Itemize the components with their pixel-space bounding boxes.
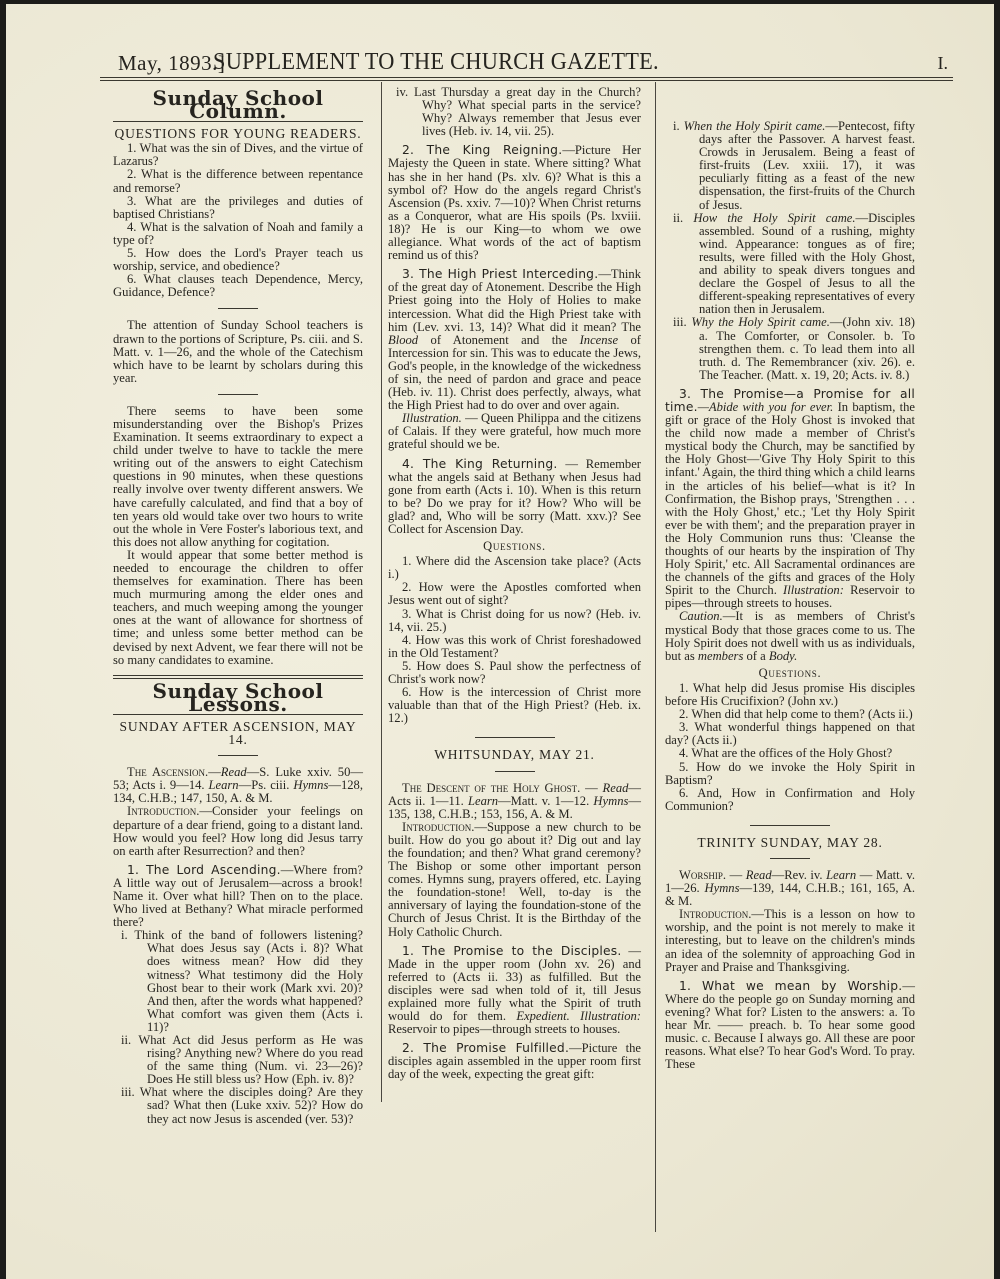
question-item: 3. What is Christ doing for us now? (Heb. iv. 14, vii. 25.) (388, 606, 641, 634)
lesson-heading-whitsunday: WHITSUNDAY, MAY 21. (434, 747, 595, 763)
page-number: I. (937, 53, 948, 73)
lesson-caution: Caution.—It is as members of Christ's mystical Body that those graces come to us. The Holy Spirit does not dwell with us as individuals, but as members of a Body. (665, 609, 915, 663)
divider (218, 394, 258, 395)
question-item: 5. How do we invoke the Holy Spirit in Baptism? (665, 759, 915, 787)
lesson-point: 1. What we mean by Worship.—Where do the people go on Sunday morning and evening? What for? Listen to the answers: a. To hear Mr. —— preach. b. To hear some good music. c. Because I always go. All these are poor reasons. What else? To hear God's Word. To pray. These (665, 978, 915, 1072)
teachers-notice: The attention of Sunday School teachers is drawn to the portions of Scripture, Ps. ciii. and S. Matt. v. 1—26, and the whole of the Catechism which have to be learnt by scholars during this year. (113, 318, 363, 385)
question-item: 1. What was the sin of Dives, and the virtue of Lazarus? (113, 141, 363, 169)
lesson-subpoint: iii. Why the Holy Spirit came.—(John xiv. 18) a. The Comforter, or Consoler. b. To strengthen them. c. To lead them into all truth. d. The Remembrancer (xiv. 26). e. The Teacher. (Matt. x. 19, 20; Acts. iv. 8.) (673, 315, 915, 382)
masthead-rule (100, 77, 953, 78)
lesson-introduction: Introduction.—Suppose a new church to be built. How do you go about it? Dig out and lay the foundation; and then? What grand ceremony? The Bishop or some other important person comes. Hymns sung, prayers offered, etc. Laying the foundation-stone! Well, to-day is the anniversary of laying the foundation-stone of the Church of Jesus Christ. It is the Birthday of the Holy Catholic Church. (388, 819, 641, 939)
question-item: 6. What clauses teach Dependence, Mercy, Guidance, Defence? (113, 272, 363, 300)
lesson-subpoint: ii. What Act did Jesus perform as He was rising? Anything new? Where do you read of the same thing (Num. vi. 23—26)? Does He still bless us? How (Eph. iv. 8)? (121, 1033, 363, 1087)
lesson-readings: The Ascension.—Read—S. Luke xxiv. 50—53; Acts i. 9—14. Learn—Ps. ciii. Hymns—128, 134, C.H.B.; 147, 150, A. & M. (113, 765, 363, 806)
column-divider (655, 82, 656, 1232)
question-item: 6. And, How in Confirmation and Holy Communion? (665, 785, 915, 813)
question-item: 5. How does S. Paul show the perfectness of Christ's work now? (388, 658, 641, 687)
question-item: 3. What wonderful things happened on that day? (Acts ii.) (665, 720, 915, 748)
masthead-rule-double (100, 80, 953, 81)
lesson-introduction: Introduction.—Consider your feelings on departure of a dear friend, going to a distant land. How would you feel? How long did Jesus tarry on earth after Resurrection? and then? (113, 804, 363, 858)
questions-heading: QUESTIONS FOR YOUNG READERS. (114, 126, 362, 142)
lesson-point: 2. The King Reigning.—Picture Her Majesty the Queen in state. Where sitting? What has she in her hand (Ps. xlv. 6)? What is this a symbol of? How do the angels regard Christ's Ascension (Ps. xxiv. 7—10)? When Christ returns as a Conqueror, what are His spoils (Ps. lxviii. 18)? He is our King—to whom we owe allegiance. What words of the act of baptism remind us of this? (388, 143, 642, 263)
divider (113, 675, 363, 676)
lesson-point: 2. The Promise Fulfilled.—Picture the disciples again assembled in the upper room first day of the week, expecting the great gift: (388, 1041, 641, 1082)
lesson-heading-trinity: TRINITY SUNDAY, MAY 28. (697, 834, 883, 850)
section-title-lessons: Sunday School Lessons. (152, 678, 324, 716)
divider (475, 737, 555, 738)
prizes-paragraph: There seems to have been some misunderstanding over the Bishop's Prizes Examination. It seems extraordinary to expect a child under twelve to have to tackle the mere writing out of the answers to eight Catechism questions in 90 minutes, when these questions really involve over twenty different answers. We have carefully calculated, and find that a boy of ten years old would take over two hours to write out the whole in Vere Foster's laborious text, and this does not allow anything for cogitation. (113, 403, 363, 549)
divider (750, 825, 830, 826)
divider (218, 755, 258, 756)
lesson-introduction: Introduction.—This is a lesson on how to worship, and the point is not merely to make it interesting, but to leave on the children's minds an idea of the solemnity of approaching God in Prayer and Praise and Thanksgiving. (665, 907, 915, 974)
questions-heading: Questions. (483, 539, 546, 554)
lesson-point: 1. The Lord Ascending.—Where from? A little way out of Jerusalem—across a brook! Name it. Over what hill? Then on to the place. Who lived at Bethany? What miracle performed there? (113, 862, 364, 930)
publication-title: SUPPLEMENT TO THE CHURCH GAZETTE. (213, 49, 659, 75)
column-1 (113, 86, 363, 1126)
question-item: 2. What is the difference between repentance and remorse? (113, 167, 363, 195)
question-item: 4. What is the salvation of Noah and family a type of? (113, 219, 363, 247)
question-item: 4. What are the offices of the Holy Ghost? (679, 746, 893, 761)
section-title-column: Sunday School Column. (152, 86, 324, 124)
question-item: 5. How does the Lord's Prayer teach us worship, service, and obedience? (113, 246, 363, 274)
column-2 (388, 86, 641, 1082)
lesson-subpoint: iii. What where the disciples doing? Are they sad? What then (Luke xxiv. 52)? How do they act now Jesus is ascended (ver. 53)? (121, 1085, 364, 1126)
lesson-point: 4. The King Returning. — Remember what the angels said at Bethany when Jesus had gone from earth (Acts i. 10). When is this return to be? Do we pray for it? How? Who will be glad? and, Who will be sorry (Matt. xxv.)? See Collect for Ascension Day. (388, 456, 641, 536)
question-item: 2. When did that help come to them? (Acts ii.) (679, 707, 913, 722)
question-item: 1. Where did the Ascension take place? (Acts i.) (388, 554, 641, 582)
lesson-readings: The Descent of the Holy Ghost. — Read—Acts ii. 1—11. Learn—Matt. v. 1—12. Hymns—135, 138, C.H.B.; 153, 156, A. & M. (388, 780, 642, 821)
lesson-subpoint: iv. Last Thursday a great day in the Church? Why? What special parts in the service? Why? Always remember that Jesus ever lives (Heb. iv. 14, vii. 25). (396, 85, 641, 139)
lesson-subpoint: i. Think of the band of followers listening? What does Jesus say (Acts i. 8)? What does witness mean? How did they witness? What testimony did the Holy Ghost bear to their work (Mark xvi. 20)? And then, after the words what happened? What comfort was given them (Acts i. 11)? (121, 928, 364, 1034)
masthead (118, 49, 958, 79)
lesson-point: 3. The High Priest Interceding.—Think of the great day of Atonement. Describe the High Priest going into the Holy of Holies to make intercession. What did the High Priest take with him (Lev. xvi. 13, 14)? What did it mean? The Blood of Atonement and the Incense of Intercession for sin. This was to educate the Jews, God's people, in the knowledge of the wickedness of sin, the need of pardon and grace and peace (Heb. iv. 11). Christ does perfectly, always, what the High Priest had to do over and over again. (388, 267, 641, 413)
issue-date: May, 1893.] (118, 51, 226, 75)
question-item: 6. How is the intercession of Christ more valuable than that of the High Priest? (Heb. ix. 12.) (388, 685, 641, 726)
divider (495, 771, 535, 772)
lesson-point: 1. The Promise to the Disciples. — Made in the upper room (John xv. 26) and referred to (Acts ii. 33) as fulfilled. But the disciples were sad when told of it, till Jesus explained more fully what the Spirit of truth would do for them. Expedient. Illustration: Reservoir to pipes—through streets to houses. (388, 943, 641, 1037)
divider (770, 858, 810, 859)
question-item: 1. What help did Jesus promise His disciples before His Crucifixion? (John xv.) (665, 680, 915, 709)
column-divider (381, 82, 382, 1102)
divider (218, 308, 258, 309)
lesson-subpoint: ii. How the Holy Spirit came.—Disciples assembled. Sound of a rushing, mighty wind. Appearance: tongues as of fire; results, were filled with the Holy Ghost, and ability to speak divers tongues and declare the Gospel of Jesus to all the different-speaking representatives of every nation then in Jerusalem. (673, 210, 915, 317)
lesson-subpoint: i. When the Holy Spirit came.—Pentecost, fifty days after the Passover. A harvest feast. Crowds in Jerusalem. Being a feast of first-fruits (Lev. xxiii. 17), it was peculiarly fitting as a feast of the new dispensation, the first-fruits of the Church of Jesus. (673, 119, 915, 212)
question-item: 3. What are the privileges and duties of baptised Christians? (113, 193, 363, 221)
lesson-point: 3. The Promise—a Promise for all time.—Abide with you for ever. In baptism, the gift or grace of the Holy Ghost is invoked that the child now made a member of Christ's mystical body the Church, may be sanctified by the Holy Ghost—'Give Thy Holy Spirit to this infant.' Again, the third thing which a child learns in the articles of his belief—what is it? In Confirmation, the Bishop prays, 'Strengthen . . . with the Holy Ghost,' etc.; 'Let thy Holy Spirit ever be with them'; and the preparation prayer in the Holy Communion runs thus: 'Cleanse the thoughts of our hearts by the inspiration of Thy Holy Spirit,' etc. All Sacramental ordinances are the channels of the gifts and graces of the Holy Spirit to the Church. Illustration: Reservoir to pipes—through streets to houses. (665, 386, 915, 611)
lesson-illustration: Illustration. — Queen Philippa and the citizens of Calais. If they were grateful, how much more grateful should we be. (388, 411, 641, 452)
question-item: 2. How were the Apostles comforted when Jesus went out of sight? (388, 580, 641, 608)
question-item: 4. How was this work of Christ foreshadowed in the Old Testament? (388, 632, 641, 660)
prizes-paragraph: It would appear that some better method is needed to encourage the children to offer themselves for examination. There has been much murmuring among the elder ones and teachers, and much weeping among the younger ones at the want of allowance for shortness of time; and unless some better method can be devised by next Advent, we fear there will not be so many candidates to examine. (113, 547, 363, 667)
lesson-heading-ascension: SUNDAY AFTER ASCENSION, MAY 14. (119, 718, 357, 748)
lesson-readings: Worship. — Read—Rev. iv. Learn — Matt. v. 1—26. Hymns—139, 144, C.H.B.; 161, 165, A. & M. (665, 867, 916, 909)
questions-heading: Questions. (758, 665, 822, 680)
column-3 (665, 86, 915, 1071)
